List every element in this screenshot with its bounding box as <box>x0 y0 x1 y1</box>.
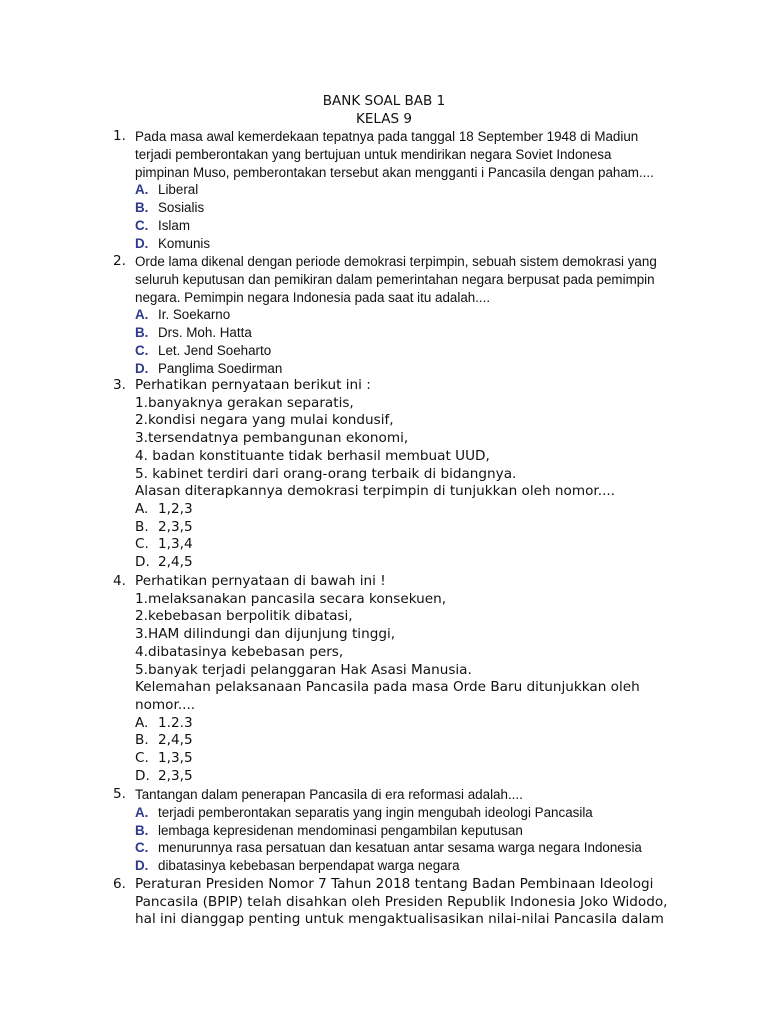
option-b <box>135 199 683 217</box>
option-letter: C. <box>135 342 149 358</box>
option-letter: C. <box>135 217 149 233</box>
question-text: pimpinan Muso, pemberontakan tersebut akan mengganti i Pancasila dengan paham.... <box>135 164 654 180</box>
statement-item: 1.banyaknya gerakan separatis, <box>135 394 354 411</box>
option-letter: C. <box>135 750 149 767</box>
question-text: seluruh keputusan dan pemikiran dalam pemerintahan negara berpusat pada pemimpin <box>135 271 655 287</box>
option-text: dibatasinya kebebasan berpendapat warga negara <box>158 858 460 874</box>
question-prompt: Alasan diterapkannya demokrasi terpimpin di tunjukkan oleh nomor.... <box>135 483 616 500</box>
option-text: Sosialis <box>158 200 205 216</box>
option-letter: C. <box>135 536 149 553</box>
option-text: 2,4,5 <box>158 554 193 571</box>
question-number: 1. <box>113 128 126 144</box>
option-text: lembaga kepresidenan mendominasi pengambilan keputusan <box>158 822 523 838</box>
document-title: BANK SOAL BAB 1 <box>322 93 446 109</box>
question-prompt: nomor.... <box>135 696 196 713</box>
option-text: 2,4,5 <box>158 732 193 749</box>
option-c <box>135 839 683 857</box>
option-letter: D. <box>135 235 149 251</box>
option-text: terjadi pemberontakan separatis yang ingin mengubah ideologi Pancasila <box>158 804 593 820</box>
option-b <box>135 732 683 750</box>
question-number: 4. <box>113 573 126 589</box>
option-text: Let. Jend Soeharto <box>158 342 272 358</box>
option-d <box>135 360 683 378</box>
option-text: 1,3,4 <box>158 536 193 553</box>
statement-item: 5. kabinet terdiri dari orang-orang terbaik di bidangnya. <box>135 465 517 482</box>
option-text: menurunnya rasa persatuan dan kesatuan antar sesama warga negara Indonesia <box>158 840 642 856</box>
option-text: Panglima Soedirman <box>158 360 283 376</box>
option-b <box>135 519 683 537</box>
answer-options <box>135 306 683 377</box>
statement-item: 3.HAM dilindungi dan dijunjung tinggi, <box>135 626 396 643</box>
document-subtitle: KELAS 9 <box>356 111 412 127</box>
option-b <box>135 822 683 840</box>
statement-item: 2.kebebasan berpolitik dibatasi, <box>135 608 353 625</box>
option-text: Drs. Moh. Hatta <box>158 325 252 341</box>
question-text: Pancasila (BPIP) telah disahkan oleh Presiden Republik Indonesia Joko Widodo, <box>135 893 668 910</box>
option-a <box>135 181 683 199</box>
option-text: 2,3,5 <box>158 767 193 784</box>
option-letter: A. <box>135 714 149 731</box>
question-text: Pada masa awal kemerdekaan tepatnya pada tanggal 18 September 1948 di Madiun <box>135 129 639 144</box>
option-a <box>135 804 683 822</box>
question-text: Tantangan dalam penerapan Pancasila di era reformasi adalah.... <box>135 787 523 802</box>
question-1 <box>113 128 683 253</box>
option-a <box>135 501 683 519</box>
question-prompt: Kelemahan pelaksanaan Pancasila pada masa Orde Baru ditunjukkan oleh <box>135 679 640 696</box>
option-letter: B. <box>135 518 149 535</box>
question-3 <box>113 377 683 572</box>
question-4 <box>113 573 683 785</box>
question-6 <box>113 876 683 929</box>
option-text: Islam <box>158 217 190 233</box>
question-number: 6. <box>113 876 126 892</box>
option-d <box>135 554 683 572</box>
option-c <box>135 536 683 554</box>
answer-options <box>135 181 683 252</box>
question-text: Peraturan Presiden Nomor 7 Tahun 2018 tentang Badan Pembinaan Ideologi <box>135 876 654 892</box>
option-text: 1,2,3 <box>158 500 193 517</box>
option-letter: D. <box>135 554 150 571</box>
option-text: Komunis <box>158 235 211 251</box>
option-text: Ir. Soekarno <box>158 307 231 323</box>
option-a <box>135 306 683 324</box>
question-text: negara. Pemimpin negara Indonesia pada saat itu adalah.... <box>135 289 491 305</box>
option-text: 1,3,5 <box>158 750 193 767</box>
question-number: 3. <box>113 377 126 393</box>
option-text: 2,3,5 <box>158 518 193 535</box>
option-letter: B. <box>135 732 149 749</box>
option-letter: A. <box>135 182 149 198</box>
option-letter: B. <box>135 822 149 838</box>
question-5 <box>113 786 683 875</box>
option-letter: B. <box>135 325 149 341</box>
statement-item: 1.melaksanakan pancasila secara konsekuen, <box>135 590 447 607</box>
statement-item: 4. badan konstituante tidak berhasil membuat UUD, <box>135 447 490 464</box>
question-text: hal ini dianggap penting untuk mengaktualisasikan nilai-nilai Pancasila dalam <box>135 911 664 928</box>
option-letter: D. <box>135 360 149 376</box>
question-text: Perhatikan pernyataan berikut ini : <box>135 377 371 393</box>
option-letter: C. <box>135 840 149 856</box>
option-text: 1.2.3 <box>158 714 193 731</box>
option-c <box>135 750 683 768</box>
option-letter: A. <box>135 500 149 517</box>
option-letter: B. <box>135 200 149 216</box>
answer-options <box>135 804 683 875</box>
option-d <box>135 768 683 786</box>
option-d <box>135 857 683 875</box>
option-text: Liberal <box>158 182 199 198</box>
statement-item: 4.dibatasinya kebebasan pers, <box>135 643 344 660</box>
question-text: Orde lama dikenal dengan periode demokrasi terpimpin, sebuah sistem demokrasi yang <box>135 254 657 269</box>
option-letter: D. <box>135 767 150 784</box>
question-text: Perhatikan pernyataan di bawah ini ! <box>135 573 386 589</box>
question-2 <box>113 253 683 378</box>
question-text: terjadi pemberontakan yang bertujuan untuk mendirikan negara Soviet Indonesa <box>135 146 612 162</box>
option-a <box>135 715 683 733</box>
option-letter: D. <box>135 858 149 874</box>
answer-options <box>135 501 683 572</box>
question-number: 5. <box>113 786 126 802</box>
statement-item: 2.kondisi negara yang mulai kondusif, <box>135 412 394 429</box>
option-c <box>135 217 683 235</box>
option-b <box>135 324 683 342</box>
answer-options <box>135 715 683 786</box>
option-letter: A. <box>135 307 149 323</box>
statement-item: 3.tersendatnya pembangunan ekonomi, <box>135 430 409 447</box>
option-letter: A. <box>135 804 149 820</box>
question-number: 2. <box>113 253 126 269</box>
option-d <box>135 235 683 253</box>
option-c <box>135 342 683 360</box>
statement-item: 5.banyak terjadi pelanggaran Hak Asasi Manusia. <box>135 661 472 678</box>
